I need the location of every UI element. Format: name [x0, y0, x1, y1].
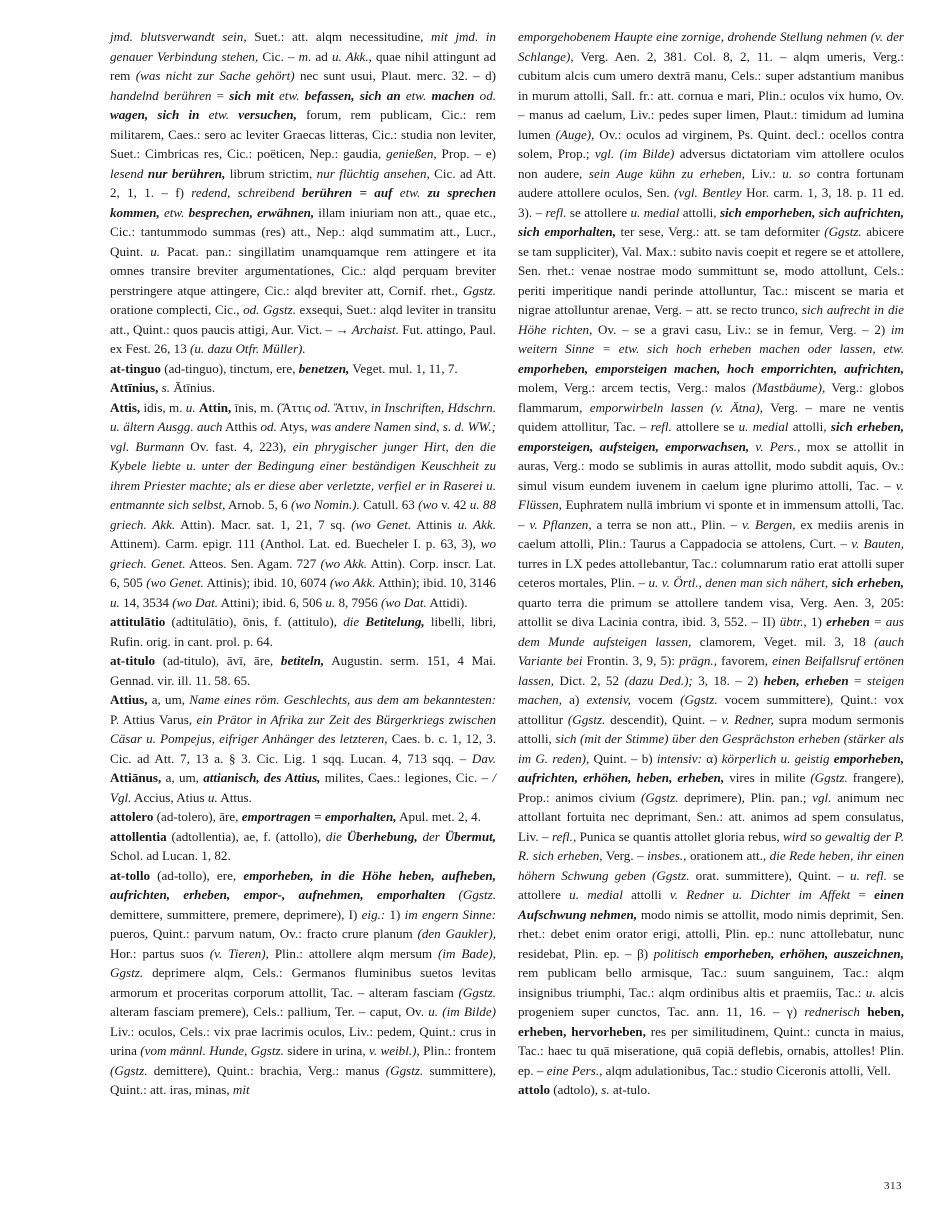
entry-attingo-continuation: jmd. blutsverwandt sein, Suet.: att. alqm necessitudine, mit jmd. in genauer Verbindung stehen, Cic. – m. ad u. Akk., quae nihil attingunt ad rem (was nicht zur Sache gehört) nec sunt usui, Plaut. merc. 32. – d) handelnd berühren = sich mit etw. befassen, sich an etw. machen od. wagen, sich in etw. versuchen, forum, rem publicam, Cic.: rem militarem, Caes.: sero ac leviter Graecas litteras, Cic.: studia non leviter, Suet.: Cimbricas res, Cic.: poëticen, Nep.: gaudia, genießen, Prop. – e) lesend nur berühren, librum strictim, nur flüchtig ansehen, Cic. ad Att. 2, 1, 1. – f) redend, schreibend berühren = auf etw. zu sprechen kommen, etw. besprechen, erwähnen, illam iniuriam non att., quae etc., Cic.: tantummodo summas (res) att., Nep.: alqd summatim att., Lucr., Quint. u. Pacat. pan.: singillatim unamquamque rem attingere et ita omnes transire breviter argumentationes, Cic.: alqd perquam breviter perstringere atque attingere, Cic.: alqd breviter att, Cornif. rhet., Ggstz. oratione complecti, Cic., od. Ggstz. exsequi, Suet.: alqd leviter in transitu att., Quint.: quos paucis attigi, Aur. Vict. – → Archaist. Fut. attingo, Paul. ex Fest. 26, 13 (u. dazu Otfr. Müller). [110, 29, 497, 356]
entry-attis: Attis, idis, m. u. Attin, īnis, m. (Ἄττις od. Ἄττιν, in Inschriften, Hdschrn. u. ältern Ausgg. auch Atthis od. Atys, was andere Namen sind, s. d. WW.; vgl. Burmann Ov. fast. 4, 223), ein phrygischer junger Hirt, den die Kybele liebte u. unter der Bedingung einer beständigen Keuschheit zu ihrem Priester machte; als er diese aber verletzte, verfiel er in Raserei u. entmannte sich selbst, Arnob. 5, 6 (wo Nomin.). Catull. 63 (wo v. 42 u. 88 griech. Akk. Attin). Macr. sat. 1, 21, 7 sq. (wo Genet. Attinis u. Akk. Attinem). Carm. epigr. 111 (Anthol. Lat. ed. Buecheler I. p. 63, 3), wo griech. Genet. Atteos. Sen. Agam. 727 (wo Akk. Attin). Corp. inscr. Lat. 6, 505 (wo Genet. Attinis); ibid. 10, 6074 (wo Akk. Atthin); ibid. 10, 3146 u. 14, 3534 (wo Dat. Attini); ibid. 6, 506 u. 8, 7956 (wo Dat. Attidi). [110, 399, 497, 610]
entry-attitulatio: attitulātio (adtitulātio), ōnis, f. (attitulo), die Betitelung, libelli, libri, Rufin. orig. in cant. prol. p. 64. [110, 614, 496, 649]
entry-at-tinguo: at-tinguo (ad-tinguo), tinctum, ere, benetzen, Veget. mul. 1, 11, 7. [110, 360, 458, 376]
entry-at-titulo: at-titulo (ad-titulo), āvī, āre, betiteln, Augustin. serm. 151, 4 Mai. Gennad. vir. ill. 11. 58. 65. [110, 653, 496, 688]
entry-at-tollo: at-tollo (ad-tollo), ere, emporheben, in die Höhe heben, aufheben, aufrichten, erheben, empor-, aufnehmen, emporhalten (Ggstz. demittere, summittere, premere, deprimere), I) eig.: 1) im engern Sinne: pueros, Quint.: parvum natum, Ov.: fracto crure planum (den Gaukler), Hor.: partus suos (v. Tieren), Plin.: attollere alqm mersum (im Bade), Ggstz. deprimere alqm, Cels.: Germanos fluminibus suetos levitas armorum et proceritas corporum attollit, Tac. – alteram fasciam (Ggstz. alteram fasciam premere), Cels.: pallium, Ter. – caput, Ov. u. (im Bilde) Liv.: oculos, Cels.: vix prae lacrimis oculos, Liv.: pedem, Quint.: crus in urina (vom männl. Hunde, Ggstz. sidere in urina, v. weibl.), Plin.: frontem (Ggstz. demittere), Quint.: brachia, Verg.: manus (Ggstz. summittere), Quint.: att. iras, minas, mit [110, 867, 497, 1097]
entry-attius: Attius, a, um, Name eines röm. Geschlechts, aus dem am bekanntesten: P. Attius Varus, ein Prätor in Afrika zur Zeit des Bürgerkriegs zwischen Cäsar u. Pompejus, eifriger Anhänger des letzteren, Caes. b. c. 1, 12, 3. Cic. ad Att. 7, 13 a. § 3. Cic. Lig. 1 sqq. Lucan. 4, 713 sqq. – Dav. Attiānus, a, um, attianisch, des Attius, milites, Caes.: legiones, Cic. – / Vgl. Accius, Atius u. Attus. [110, 692, 496, 805]
left-column [110, 27, 496, 1100]
entry-attinius: Attīnius, s. Ātīnius. [110, 380, 216, 395]
entry-at-tollo-continuation: emporgehobenem Haupte eine zornige, drohende Stellung nehmen (v. der Schlange), Verg. Aen. 2, 381. Col. 8, 2, 11. – alqm umeris, Verg.: cubitum alcis cum umero dextrā manu, Cels.: super adstantium manibus in murum attolli, Sall. fr.: att. cornua e mari, Plin.: oculos vix humo, Ov. – manus ad caelum, Liv.: pedes super limen, Plaut.: timidum ad lumina lumen (Auge), Ov.: oculos ad virginem, Ps. Quint. decl.: ocellos contra solem, Prop.; vgl. (im Bilde) adversus dictatoriam vim attollere oculos non audere, sein Auge kühn zu erheben, Liv.: u. so contra fortunam audere attollere oculos, Sen. (vgl. Bentley Hor. carm. 1, 3, 18. p. 11 ed. 3). – refl. se attollere u. medial attolli, sich emporheben, sich aufrichten, sich emporhalten, ter sese, Verg.: att. se tam deformiter (Ggstz. abicere se tam suppliciter), Val. Max.: subito navis coepit et regere se et attollere, Sen. rhet.: venae nostrae modo summittunt se, modo attollunt, Cels.: periti imperitique nandi perinde attolluntur, Tac.: miscent se maria et nigrae attolluntur arenae, Verg. – att. se recto trunco, sich aufrecht in die Höhe richten, Ov. – se a gravi casu, Liv.: se in femur, Verg. – 2) im weitern Sinne = etw. sich hoch erheben machen oder lassen, etw. emporheben, emporsteigen machen, hoch emporrichten, aufrichten, molem, Verg.: arcem tectis, Verg.: malos (Mastbäume), Verg.: globos flammarum, emporwirbeln lassen (v. Ätna), Verg. – mare ne ventis quidem attollitur, Tac. – refl. attollere se u. medial attolli, sich erheben, emporsteigen, aufsteigen, emporwachsen, v. Pers., mox se attollit in auras, Verg.: modo se sublimis in auras attollit, modo subdit aquis, Ov.: simul visum eundem iuvenem in caelum igne plurimo attolli, Tac. – v. Flüssen, Euphratem nullā imbrium vi sponte et in immensum attolli, Tac. – v. Pflanzen, a terra se non att., Plin. – v. Bergen, ex mediis arenis in caelum attolli, Plin.: Taurus a Cappadocia se attolens, Curt. – v. Bauten, turres in LX pedes attollebantur, Tac.: columnarum ratio erat attolli super ceteros mortales, Plin. – u. v. Örtl., denen man sich nähert, sich erheben, quarto terra die primum se attollere tandem visa, Verg. Aen. 3, 205: attollit se diva Lacinia contra, ibid. 3, 552. – II) übtr., 1) erheben = aus dem Munde aufsteigen lassen, clamorem, Veget. mil. 3, 18 (auch Variante bei Frontin. 3, 9, 5): prägn., favorem, einen Beifallsruf ertönen lassen, Dict. 2, 52 (dazu Ded.); 3, 18. – 2) heben, erheben = steigen machen, a) extensiv, vocem (Ggstz. vocem summittere), Quint.: vox attollitur (Ggstz. descendit), Quint. – v. Redner, supra modum sermonis attolli, sich (mit der Stimme) über den Gesprächston erheben (stärker als im G. reden), Quint. – b) intensiv: α) körperlich u. geistig emporheben, aufrichten, erhöhen, heben, erheben, vires in milite (Ggstz. frangere), Prop.: animos civium (Ggstz. deprimere), Plin. pan.; vgl. animum nec attollant fortuita nec deprimant, Sen.: att. animos ad spem consulatus, Liv. – refl., Punica se quantis attollet gloria rebus, wird so gewaltig der P. R. sich erheben, Verg. – insbes., orationem att., die Rede heben, ihr einen höhern Schwung geben (Ggstz. orat. summittere), Quint. – u. refl. se attollere u. medial attolli v. Redner u. Dichter im Affekt = einen Aufschwung nehmen, modo nimis se attollit, modo nimis deprimit, Sen. rhet.: debet enim orator erigi, attolli, Plin. ep.: nunc attollebatur, nunc residebat, Plin. ep. – β) politisch emporheben, erhöhen, auszeichnen, rem publicam bello armisque, Tac.: suum sanguinem, Tac.: alqm insignibus triumphi, Tac.: alqm ordinibus altis et praemiis, Tac.: u. alcis progeniem super cunctos, Tac. ann. 11, 16. – γ) rednerisch heben, erheben, hervorheben, res per similitudinem, Quint.: cuncta in maius, Tac.: haec tu quā miseratione, quā copiā deflebis, ornabis, attolles! Plin. ep. – eine Pers., alqm adulationibus, Tac.: studio Ciceronis attolli, Vell. [518, 29, 905, 1078]
entry-attolo: attolo (adtolo), s. at-tulo. [518, 1082, 651, 1097]
right-column [518, 27, 904, 1100]
entry-attolero: attolero (ad-tolero), āre, emportragen = emporhalten, Apul. met. 2, 4. [110, 809, 481, 824]
page-number: 313 [884, 1180, 902, 1192]
entry-attollentia: attollentia (adtollentia), ae, f. (attollo), die Überhebung, der Übermut, Schol. ad Lucan. 1, 82. [110, 828, 497, 863]
